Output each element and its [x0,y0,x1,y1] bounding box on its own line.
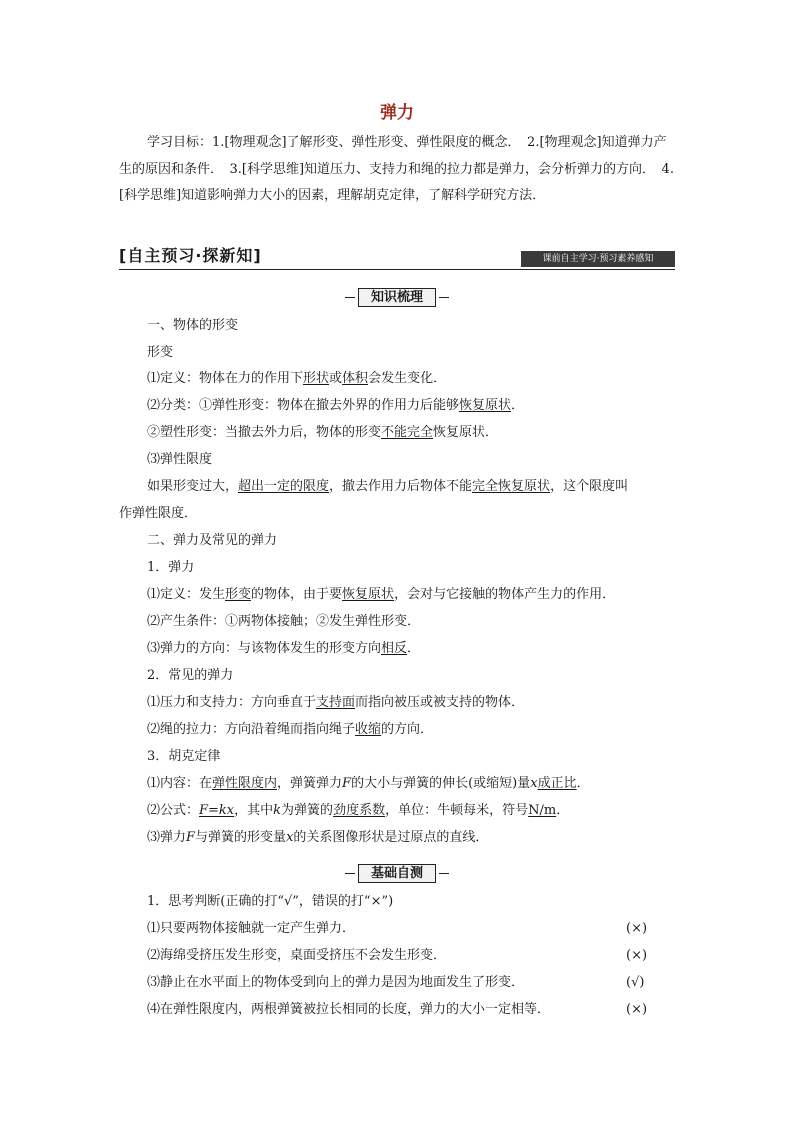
section-header [119,243,675,269]
subheading-deformation: 形变 [147,345,174,360]
answer-blank: 超出一定的限度 [238,479,330,494]
quiz-answer: (×) [626,1002,648,1017]
paragraph-direction [119,636,675,662]
box-heading-label: 基础自测 [358,864,436,883]
subheading-common-forces: 2．常见的弹力 [147,668,234,683]
paragraph-classification [119,393,675,419]
quiz-answer: (√) [626,975,645,990]
text: 或 [329,371,343,386]
subheading-elastic-limit: ⑶弹性限度 [147,452,213,467]
answer-blank: 支持面 [316,695,356,710]
text: 的关系图像形状是过原点的直线． [293,830,489,845]
answer-blank: 成正比 [537,776,577,791]
answer-blank: 劲度系数 [333,803,386,818]
text: ，单位：牛顿每米，符号 [385,803,529,818]
answer-blank: 体积 [342,371,369,386]
quiz-answer: (×) [626,921,648,936]
text: ． [511,398,525,413]
section-subtitle: 课前自主学习·预习素养感知 [521,251,675,267]
subheading-hookes-law: 3．胡克定律 [147,749,221,764]
text: ，其中 [234,803,274,818]
text: ⑴内容：在 [147,776,213,791]
learning-objectives: 学习目标：1.[物理观念]了解形变、弹性形变、弹性限度的概念． 2.[物理观念]知道弹力产生的原因和条件． 3.[科学思维]知道压力、支持力和绳的拉力都是弹力，会分析弹力的方向． 4.[科学思维]知道影响弹力大小的因素，理解胡克定律，了解科学研究方法． [119,135,674,203]
text: 为弹簧的 [281,803,334,818]
section-divider [119,269,675,270]
variable: F [186,830,196,845]
paragraph-elastic-limit [119,474,675,500]
variable: F [342,776,352,791]
answer-blank: 恢复原状 [342,587,395,602]
answer-blank: N/m [528,803,557,818]
text: ，撤去作用力后物体不能 [329,479,473,494]
paragraph-force-definition [119,582,675,608]
text: ，弹簧弹力 [277,776,343,791]
paragraph-hooke-graph [119,825,675,851]
answer-blank: 收缩 [355,722,382,737]
text: ⑵绳的拉力：方向沿着绳而指向绳子 [147,722,356,737]
paragraph-definition [119,366,675,392]
text: 而指向被压或被支持的物体． [355,695,525,710]
variable: k [273,803,282,818]
answer-blank: 恢复原状 [459,398,512,413]
variable: x [286,830,294,845]
paragraph-hooke-formula [119,798,675,824]
answer-blank: 弹性限度内 [212,776,278,791]
text: 的物体，由于要 [251,587,343,602]
heading-elastic-force: 二、弹力及常见的弹力 [147,533,278,548]
text: 的方向． [381,722,434,737]
text: 如果形变过大， [147,479,239,494]
text: 与弹簧的形变量 [195,830,287,845]
paragraph-conditions: ⑵产生条件：①两物体接触；②发生弹性形变． [147,614,421,629]
box-heading-label: 知识梳理 [358,288,436,307]
text: ⑴压力和支持力：方向垂直于 [147,695,317,710]
text: ⑵公式： [147,803,200,818]
text: ⑶弹力 [147,830,187,845]
paragraph-tension [119,717,675,743]
variable: x [530,776,538,791]
answer-blank: 形状 [303,371,330,386]
formula: F=kx [199,803,235,818]
text: ． [576,776,590,791]
heading-deformation: 一、物体的形变 [147,318,239,333]
text: ⑴定义：发生 [147,587,226,602]
paragraph-elastic-limit-cont: 作弹性限度． [119,506,198,521]
answer-blank: 形变 [225,587,252,602]
box-heading-self-test [0,862,794,883]
text: ． [556,803,570,818]
text: ，这个限度叫 [550,479,629,494]
text: ⑶弹力的方向：与该物体发生的形变方向 [147,641,382,656]
answer-blank: 相反 [381,641,408,656]
quiz-intro: 1．思考判断(正确的打“√”，错误的打“×”) [147,894,394,909]
box-heading-knowledge [0,286,794,307]
text: ． [407,641,421,656]
text: 的大小与弹簧的伸长(或缩短)量 [351,776,531,791]
text: ，会对与它接触的物体产生力的作用． [394,587,616,602]
text: 会发生变化． [368,371,447,386]
quiz-item: ⑶静止在水平面上的物体受到向上的弹力是因为地面发生了形变． [147,975,525,990]
text: 恢复原状． [433,425,499,440]
answer-blank: 完全恢复原状 [472,479,551,494]
answer-blank: 不能完全 [381,425,434,440]
paragraph-plastic [119,420,675,446]
text: ⑵分类：①弹性形变：物体在撤去外界的作用力后能够 [147,398,460,413]
subheading-elastic-force: 1．弹力 [147,560,195,575]
quiz-answer: (×) [626,948,648,963]
quiz-item: ⑴只要两物体接触就一定产生弹力． [147,921,356,936]
text: ②塑性形变：当撤去外力后，物体的形变 [147,425,382,440]
section-title: [自主预习·探新知] [119,246,262,265]
paragraph-hooke-content [119,771,675,797]
quiz-item: ⑵海绵受挤压发生形变，桌面受挤压不会发生形变． [147,948,447,963]
text: ⑴定义：物体在力的作用下 [147,371,304,386]
page-title: 弹力 [380,103,414,123]
paragraph-pressure [119,690,675,716]
quiz-item: ⑷在弹性限度内，两根弹簧被拉长相同的长度，弹力的大小一定相等． [147,1002,551,1017]
